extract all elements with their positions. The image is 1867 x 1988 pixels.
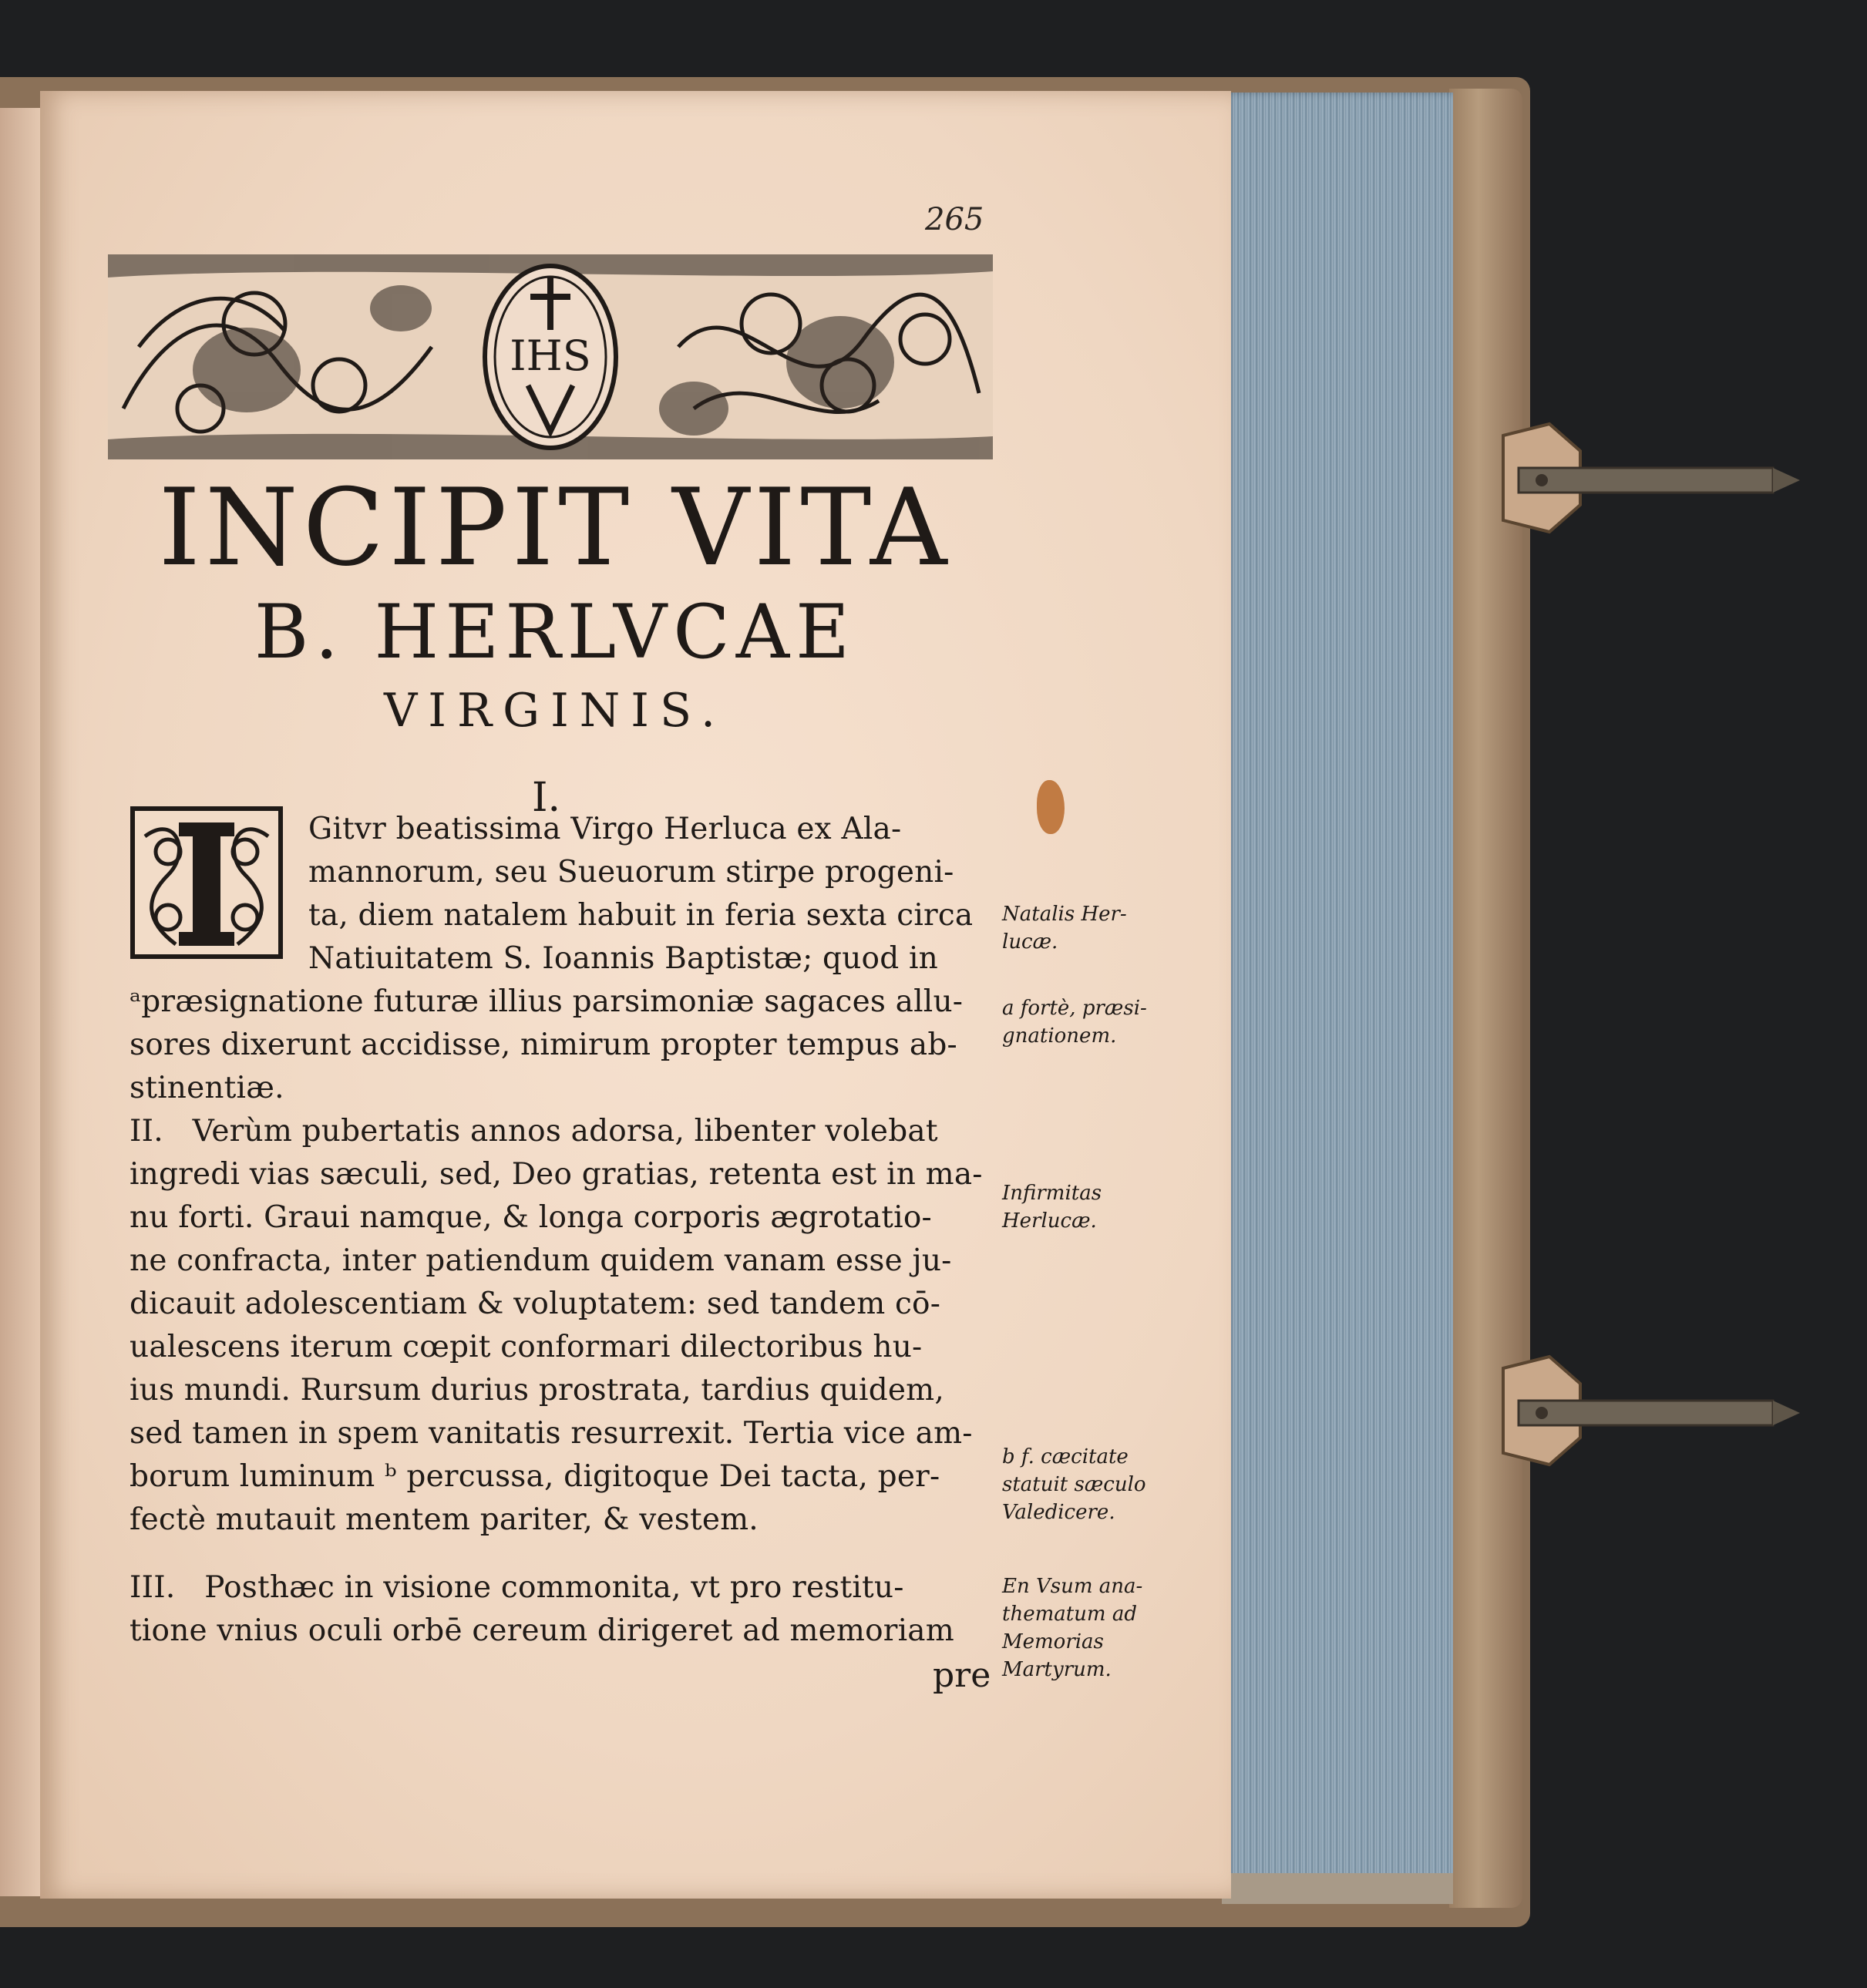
section-numeral: I. bbox=[532, 775, 561, 821]
title-block bbox=[116, 466, 994, 744]
page-block-bottom bbox=[1222, 1873, 1453, 1904]
text-line: dicauit adolescentiam & voluptatem: sed tandem cō- bbox=[130, 1287, 941, 1321]
text-line: ne confracta, inter patiendum quidem vanam esse ju- bbox=[130, 1243, 952, 1278]
margin-note: a fortè, præsi- gnationem. bbox=[1002, 997, 1147, 1048]
text-line: nu forti. Graui namque, & longa corporis ægrotatio- bbox=[130, 1200, 932, 1235]
title-line-2: B. HERLVCAE bbox=[254, 589, 856, 675]
text-line: ius mundi. Rursum durius prostrata, tardius quidem, bbox=[130, 1373, 944, 1408]
text-line: II. Verùm pubertatis annos adorsa, libenter volebat bbox=[130, 1114, 938, 1149]
title-line-1: INCIPIT VITA bbox=[158, 466, 952, 590]
facing-page-edge bbox=[0, 108, 46, 1896]
margin-note: b f. cæcitate statuit sæculo Valedicere. bbox=[1002, 1445, 1146, 1524]
text-line: sores dixerunt accidisse, nimirum propter tempus ab- bbox=[130, 1028, 957, 1062]
lower-clasp-icon bbox=[1495, 1353, 1819, 1468]
ihs-monogram-headpiece-icon bbox=[108, 254, 993, 459]
text-line: ta, diem natalem habuit in feria sexta circa bbox=[308, 898, 974, 933]
text-line: tione vnius oculi orbē cereum dirigeret ad memoriam bbox=[130, 1613, 954, 1648]
text-line: sed tamen in spem vanitatis resurrexit. Tertia vice am- bbox=[130, 1416, 973, 1451]
upper-clasp-icon bbox=[1495, 420, 1819, 536]
text-line: borum luminum ᵇ percussa, digitoque Dei tacta, per- bbox=[130, 1459, 940, 1494]
text-line: ualescens iterum cœpit conformari dilectoribus hu- bbox=[130, 1330, 923, 1364]
text-line: mannorum, seu Sueuorum stirpe progeni- bbox=[308, 855, 954, 890]
cover-edge bbox=[1449, 89, 1522, 1908]
margin-note: En Vsum ana- thematum ad Memorias Martyrum. bbox=[1002, 1575, 1143, 1681]
decorated-initial-icon bbox=[130, 806, 284, 960]
page-block-edges bbox=[1222, 93, 1453, 1904]
text-line: stinentiæ. bbox=[130, 1071, 284, 1105]
text-line: III. Posthæc in visione commonita, vt pro restitu- bbox=[130, 1570, 904, 1605]
text-line: Gitvr beatissima Virgo Herluca ex Ala- bbox=[308, 812, 902, 846]
text-line: ingredi vias sæculi, sed, Deo gratias, retenta est in ma- bbox=[130, 1157, 983, 1192]
ihs-monogram: IHS bbox=[510, 331, 591, 380]
margin-note: Natalis Her- lucæ. bbox=[1002, 903, 1127, 954]
catchword: pre bbox=[933, 1656, 991, 1695]
page-number: 265 bbox=[925, 202, 984, 237]
ink-stain bbox=[1037, 780, 1065, 834]
text-line: ᵃpræsignatione futuræ illius parsimoniæ sagaces allu- bbox=[130, 984, 964, 1019]
text-line: fectè mutauit mentem pariter, & vestem. bbox=[130, 1502, 759, 1537]
margin-note: Infirmitas Herlucæ. bbox=[1002, 1182, 1102, 1233]
title-line-3: VIRGINIS. bbox=[383, 684, 727, 738]
text-line: Natiuitatem S. Ioannis Baptistæ; quod in bbox=[308, 941, 938, 976]
